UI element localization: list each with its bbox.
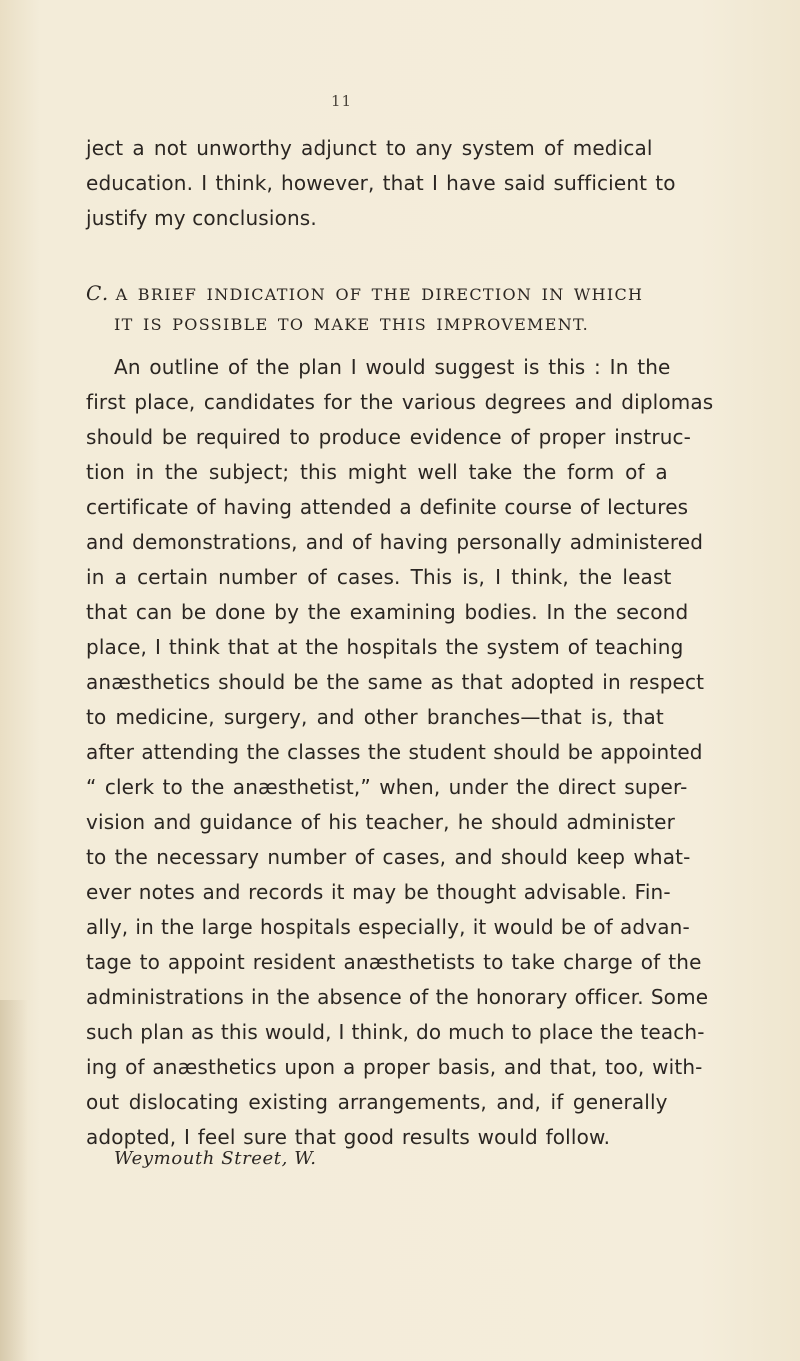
text-line: adopted, I feel sure that good results would follow. xyxy=(86,1125,611,1149)
text-line: “ clerk to the anæsthetist,” when, under the direct super- xyxy=(86,775,688,799)
text-line: that can be done by the examining bodies. In the second xyxy=(86,600,689,624)
text-line: ject a not unworthy adjunct to any system of medical xyxy=(86,136,653,160)
text-line: education. I think, however, that I have said sufficient to xyxy=(86,171,676,195)
signoff-address: Weymouth Street, W. xyxy=(114,1148,317,1169)
text-line: to the necessary number of cases, and should keep what- xyxy=(86,845,691,869)
text-line: justify my conclusions. xyxy=(86,206,317,230)
text-line: to medicine, surgery, and other branches—that is, that xyxy=(86,705,664,729)
heading-line-1: A BRIEF INDICATION OF THE DIRECTION IN WHICH xyxy=(115,285,644,304)
text-line: place, I think that at the hospitals the system of teaching xyxy=(86,635,684,659)
heading-line-2: IT IS POSSIBLE TO MAKE THIS IMPROVEMENT. xyxy=(114,315,590,334)
text-line: tage to appoint resident anæsthetists to take charge of the xyxy=(86,950,702,974)
text-line: An outline of the plan I would suggest is this : In the xyxy=(114,355,671,379)
text-line: such plan as this would, I think, do much to place the teach- xyxy=(86,1020,705,1044)
text-line: first place, candidates for the various degrees and diplomas xyxy=(86,390,714,414)
text-line: ever notes and records it may be thought advisable. Fin- xyxy=(86,880,671,904)
text-line: ing of anæsthetics upon a proper basis, and that, too, with- xyxy=(86,1055,703,1079)
text-line: should be required to produce evidence of proper instruc- xyxy=(86,425,692,449)
text-line: in a certain number of cases. This is, I think, the least xyxy=(86,565,672,589)
page-number: 11 xyxy=(331,92,353,110)
text-line: administrations in the absence of the honorary officer. Some xyxy=(86,985,709,1009)
section-label: C. xyxy=(86,281,110,305)
text-line: anæsthetics should be the same as that adopted in respect xyxy=(86,670,705,694)
text-line: after attending the classes the student should be appointed xyxy=(86,740,703,764)
text-line: certificate of having attended a definite course of lectures xyxy=(86,495,689,519)
text-line: tion in the subject; this might well take the form of a xyxy=(86,460,668,484)
text-line: out dislocating existing arrangements, and, if generally xyxy=(86,1090,668,1114)
page-edge-shadow xyxy=(0,1000,28,1361)
text-line: ally, in the large hospitals especially, it would be of advan- xyxy=(86,915,690,939)
text-line: and demonstrations, and of having personally administered xyxy=(86,530,704,554)
text-line: vision and guidance of his teacher, he should administer xyxy=(86,810,675,834)
